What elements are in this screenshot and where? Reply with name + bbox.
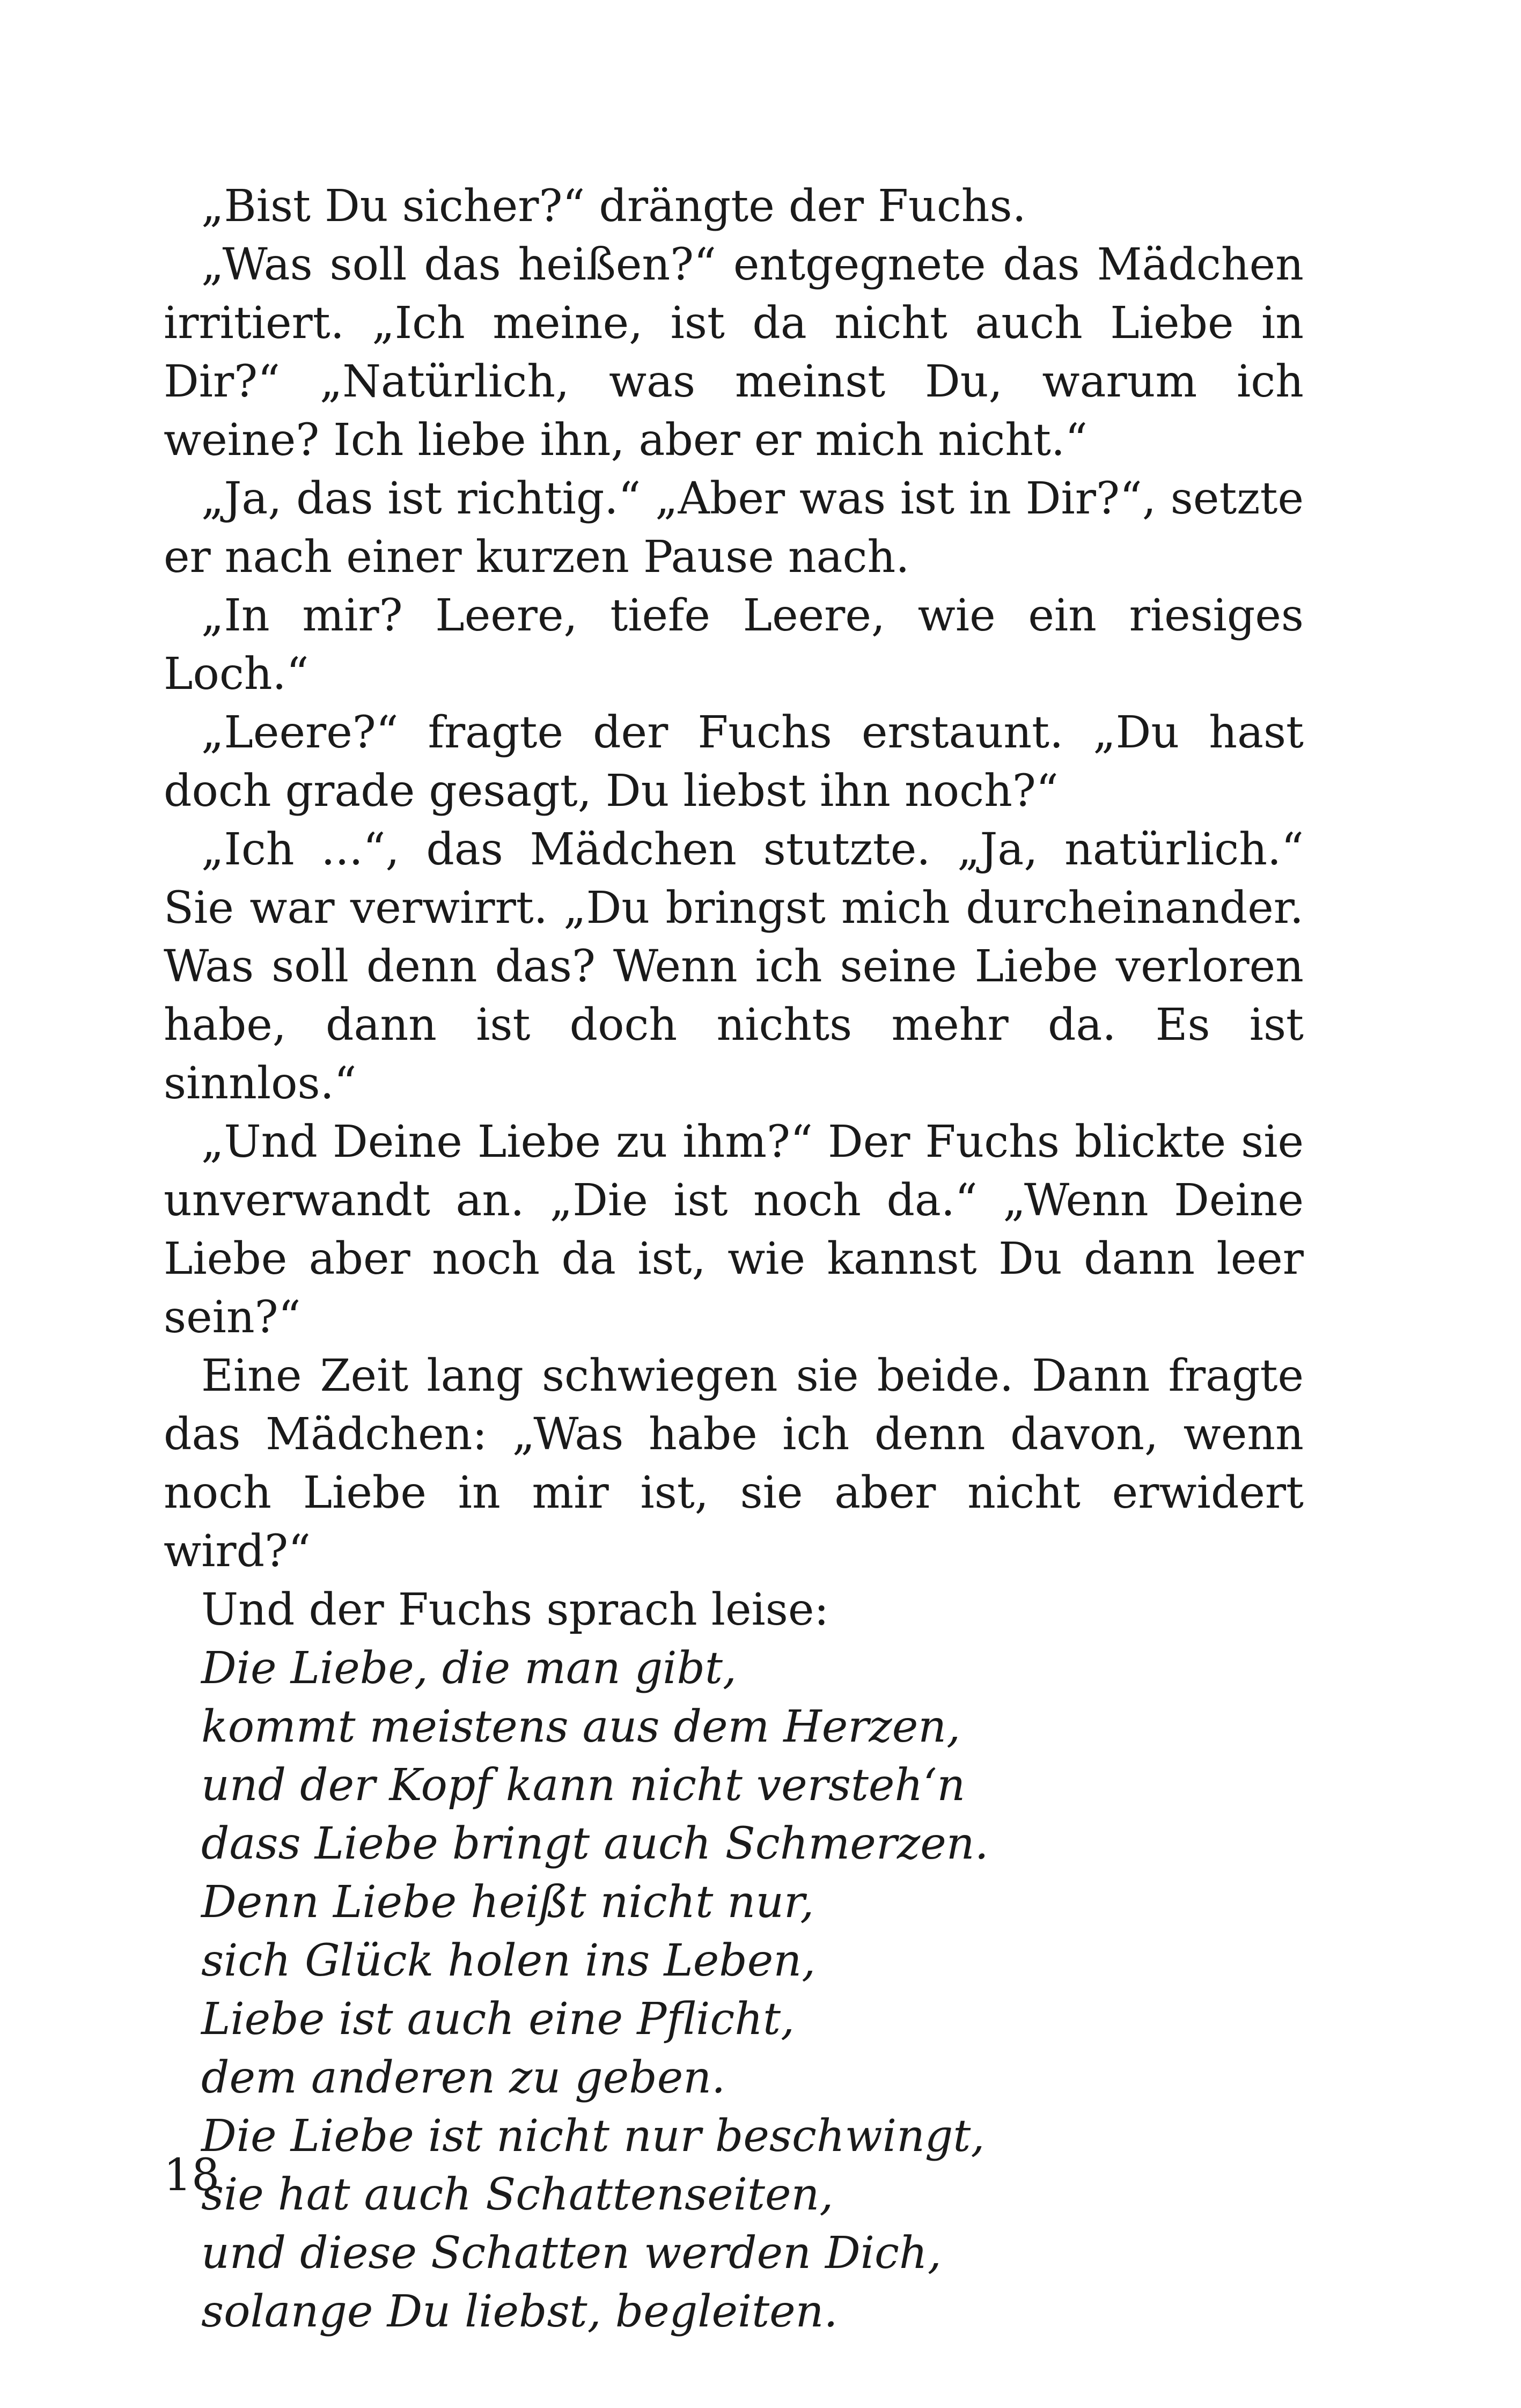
poem-line: dass Liebe bringt auch Schmerzen.: [201, 1818, 989, 1869]
paragraph: „Leere?“ fragte der Fuchs erstaunt. „Du hast doch grade gesagt, Du liebst ihn noch?“: [164, 707, 1304, 817]
poem-line: solange Du liebst, begleiten.: [201, 2286, 838, 2337]
paragraph: „Und Deine Liebe zu ihm?“ Der Fuchs blickte sie unverwandt an. „Die ist noch da.“ „Wenn Deine Liebe aber noch da ist, wie kannst Du dann leer sein?“: [164, 1117, 1304, 1343]
poem-line: Denn Liebe heißt nicht nur,: [201, 1877, 814, 1928]
paragraph: „In mir? Leere, tiefe Leere, wie ein riesiges Loch.“: [164, 590, 1304, 700]
poem-line: und diese Schatten werden Dich,: [201, 2228, 942, 2279]
paragraph: „Ja, das ist richtig.“ „Aber was ist in Dir?“, setzte er nach einer kurzen Pause nach.: [164, 473, 1304, 583]
poem-line: kommt meistens aus dem Herzen,: [201, 1701, 961, 1752]
paragraph: „Bist Du sicher?“ drängte der Fuchs.: [201, 181, 1026, 232]
paragraph: „Ich ...“, das Mädchen stutzte. „Ja, natürlich.“ Sie war verwirrt. „Du bringst mich durcheinander. Was soll denn das? Wenn ich seine Liebe verloren habe, dann ist doch nichts mehr da. Es ist sinnlos.“: [164, 824, 1304, 1109]
poem-line: sich Glück holen ins Leben,: [201, 1935, 816, 1986]
poem: [164, 1639, 1304, 2341]
poem-line: und der Kopf kann nicht versteh‘n: [201, 1760, 966, 1811]
body-text: [164, 177, 1304, 2341]
paragraph: Eine Zeit lang schwiegen sie beide. Dann fragte das Mädchen: „Was habe ich denn davon, wenn noch Liebe in mir ist, sie aber nicht erwidert wird?“: [164, 1350, 1304, 1577]
poem-line: dem anderen zu geben.: [201, 2052, 726, 2103]
poem-line: Die Liebe ist nicht nur beschwingt,: [201, 2111, 985, 2162]
paragraph: Und der Fuchs sprach leise:: [201, 1584, 829, 1635]
poem-line: sie hat auch Schattenseiten,: [201, 2169, 834, 2220]
paragraph: „Was soll das heißen?“ entgegnete das Mädchen irritiert. „Ich meine, ist da nicht auch Liebe in Dir?“ „Natürlich, was meinst Du, warum ich weine? Ich liebe ihn, aber er mich nicht.“: [164, 239, 1304, 466]
page-number: 18: [164, 2150, 220, 2201]
poem-line: Liebe ist auch eine Pflicht,: [201, 1994, 795, 2045]
poem-line: Die Liebe, die man gibt,: [201, 1643, 737, 1694]
